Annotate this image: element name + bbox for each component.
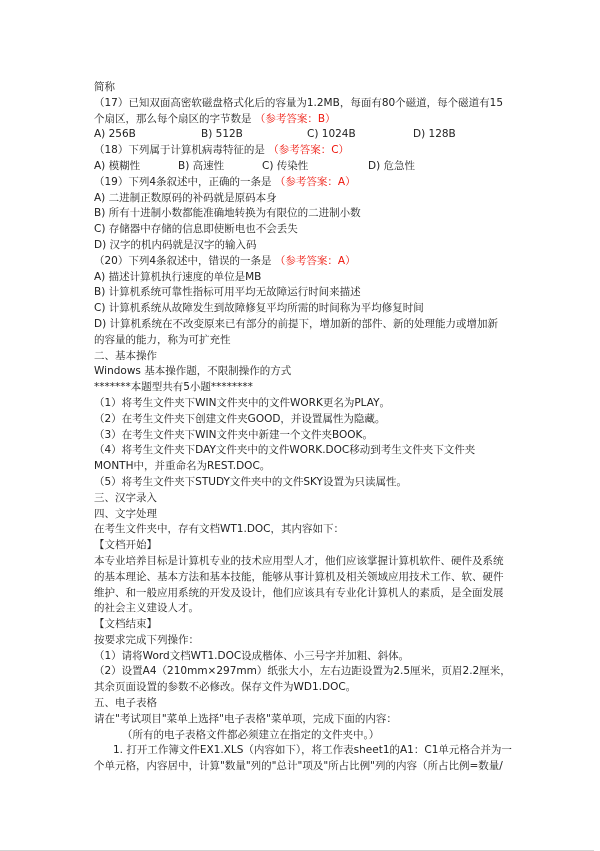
text-run: *******本题型共有5小题******** — [94, 381, 253, 394]
text-run: A) 二进制正数原码的补码就是原码本身 — [94, 191, 277, 204]
text-run: 的社会主义建设人才。 — [94, 602, 199, 615]
text-run: （3）在考生文件夹下WIN文件夹中新建一个文件夹BOOK。 — [94, 428, 373, 441]
text-run: B) 所有十进制小数都能准确地转换为有限位的二进制小数 — [94, 207, 361, 220]
document-line — [94, 633, 514, 649]
text-run: （2）在考生文件夹下创建文件夹GOOD，并设置属性为隐藏。 — [94, 412, 386, 425]
document-line — [94, 538, 514, 554]
document-line — [94, 380, 514, 396]
document-line — [94, 143, 514, 159]
text-run: （20）下列4条叙述中，错误的一条是 — [94, 254, 275, 267]
answer-key: （参考答案：A） — [274, 175, 356, 188]
text-run: B) 高速性 — [178, 159, 225, 172]
document-line — [94, 175, 514, 191]
document-line — [94, 586, 514, 602]
text-run: 二、基本操作 — [94, 349, 157, 362]
text-run: A) 256B — [94, 128, 136, 141]
document-line — [94, 222, 514, 238]
document-line — [94, 364, 514, 380]
text-run: 请在"考试项目"菜单上选择"电子表格"菜单项，完成下面的内容： — [94, 712, 397, 725]
document-line — [122, 728, 514, 744]
text-run: 在考生文件夹中，存有文档WT1.DOC，其内容如下： — [94, 523, 344, 536]
document-line — [94, 554, 514, 570]
text-run: （4）将考生文件夹下DAY文件夹中的文件WORK.DOC移动到考生文件夹下文件夹 — [94, 444, 476, 457]
document-line — [94, 80, 514, 96]
text-run: （2）设置A4（210mm×297mm）纸张大小，左右边距设置为2.5厘米，页眉2.2厘米， — [94, 665, 511, 678]
text-run: 个扇区，那么每个扇区的字节数是 — [94, 112, 255, 125]
answer-key: （参考答案：B） — [254, 112, 336, 125]
document-line — [94, 759, 514, 775]
document-line — [94, 191, 514, 207]
document-line — [94, 254, 514, 270]
answer-key: （参考答案：C） — [268, 144, 350, 157]
document-line — [94, 649, 514, 665]
text-run: Windows 基本操作题，不限制操作的方式 — [94, 365, 292, 378]
text-run: 的容量的能力，称为可扩充性 — [94, 333, 231, 346]
document-line — [94, 301, 514, 317]
text-run: A) 模糊性 — [94, 159, 141, 172]
text-run: C) 存储器中存储的信息即使断电也不会丢失 — [94, 223, 298, 236]
text-run: A) 描述计算机执行速度的单位是MB — [94, 270, 262, 283]
document-line — [94, 696, 514, 712]
text-run: （19）下列4条叙述中，正确的一条是 — [94, 175, 275, 188]
text-run: （17）已知双面高密软磁盘格式化后的容量为1.2MB，每面有80个磁道，每个磁道有15 — [94, 96, 504, 109]
text-run: （1）请将Word文档WT1.DOC设成楷体、小三号字并加粗、斜体。 — [94, 649, 410, 662]
text-run: 五、电子表格 — [94, 697, 157, 710]
document-line — [94, 238, 514, 254]
text-run: B) 512B — [201, 128, 243, 141]
text-run: 其余页面设置的参数不必修改。保存文件为WD1.DOC。 — [94, 681, 357, 694]
document-line — [94, 412, 514, 428]
document-line — [94, 459, 514, 475]
document-line — [94, 396, 514, 412]
text-run: D) 汉字的机内码就是汉字的输入码 — [94, 238, 257, 251]
document-line — [94, 522, 514, 538]
text-run: C) 1024B — [307, 128, 356, 141]
document-line — [113, 743, 514, 759]
document-line — [94, 601, 514, 617]
text-run: （所有的电子表格文件都必须建立在指定的文件夹中。） — [122, 728, 380, 741]
answer-key: （参考答案：A） — [274, 254, 356, 267]
document-line — [94, 664, 514, 680]
document-line — [94, 333, 514, 349]
document-line — [94, 507, 514, 523]
text-run: 【文档结束】 — [94, 618, 157, 631]
text-run: 按要求完成下列操作： — [94, 633, 199, 646]
document-line — [94, 680, 514, 696]
document-line — [94, 712, 514, 728]
text-run: B) 计算机系统可靠性指标可用平均无故障运行时间来描述 — [94, 286, 361, 299]
text-run: 本专业培养目标是计算机专业的技术应用型人才，他们应该掌握计算机软件、硬件及系统 — [94, 554, 504, 567]
document-line — [94, 112, 514, 128]
document-line — [94, 617, 514, 633]
document-line — [94, 285, 514, 301]
document-line — [94, 96, 514, 112]
text-run: 的基本理论、基本方法和基本技能，能够从事计算机及相关领域应用技术工作、软、硬件 — [94, 570, 504, 583]
text-run: D) 128B — [413, 128, 456, 141]
text-run: 简称 — [94, 81, 115, 93]
document-line — [94, 206, 514, 222]
text-run: （1）将考生文件夹下WIN文件夹中的文件WORK更名为PLAY。 — [94, 396, 391, 409]
document-line — [94, 570, 514, 586]
document-line — [94, 428, 514, 444]
text-run: D) 计算机系统在不改变原来已有部分的前提下，增加新的部件、新的处理能力或增加新 — [94, 317, 499, 330]
document-line — [94, 443, 514, 459]
document-line — [94, 317, 514, 333]
text-run: 1. 打开工作簿文件EX1.XLS（内容如下），将工作表sheet1的A1：C1单元格合并为一 — [113, 744, 512, 757]
text-run: D) 危急性 — [368, 159, 416, 172]
document-line — [94, 491, 514, 507]
text-run: 三、汉字录入 — [94, 491, 157, 504]
text-run: 【文档开始】 — [94, 539, 157, 552]
document-line — [94, 127, 514, 143]
document-line — [94, 159, 514, 175]
text-run: 四、文字处理 — [94, 507, 157, 520]
text-run: MONTH中，并重命名为REST.DOC。 — [94, 460, 271, 473]
text-run: （5）将考生文件夹下STUDY文件夹中的文件SKY设置为只读属性。 — [94, 475, 407, 488]
document-line — [94, 270, 514, 286]
text-run: （18）下列属于计算机病毒特征的是 — [94, 144, 269, 157]
document-body — [94, 80, 514, 775]
document-line — [94, 475, 514, 491]
text-run: 个单元格，内容居中，计算"数量"列的"总计"项及"所占比例"列的内容（所占比例=数量/ — [94, 760, 503, 773]
document-line — [94, 349, 514, 365]
text-run: C) 计算机系统从故障发生到故障修复平均所需的时间称为平均修复时间 — [94, 302, 424, 315]
text-run: C) 传染性 — [262, 159, 309, 172]
text-run: 维护、和一般应用系统的开发及设计，他们应该具有专业化计算机人的素质，是全面发展 — [94, 586, 504, 599]
